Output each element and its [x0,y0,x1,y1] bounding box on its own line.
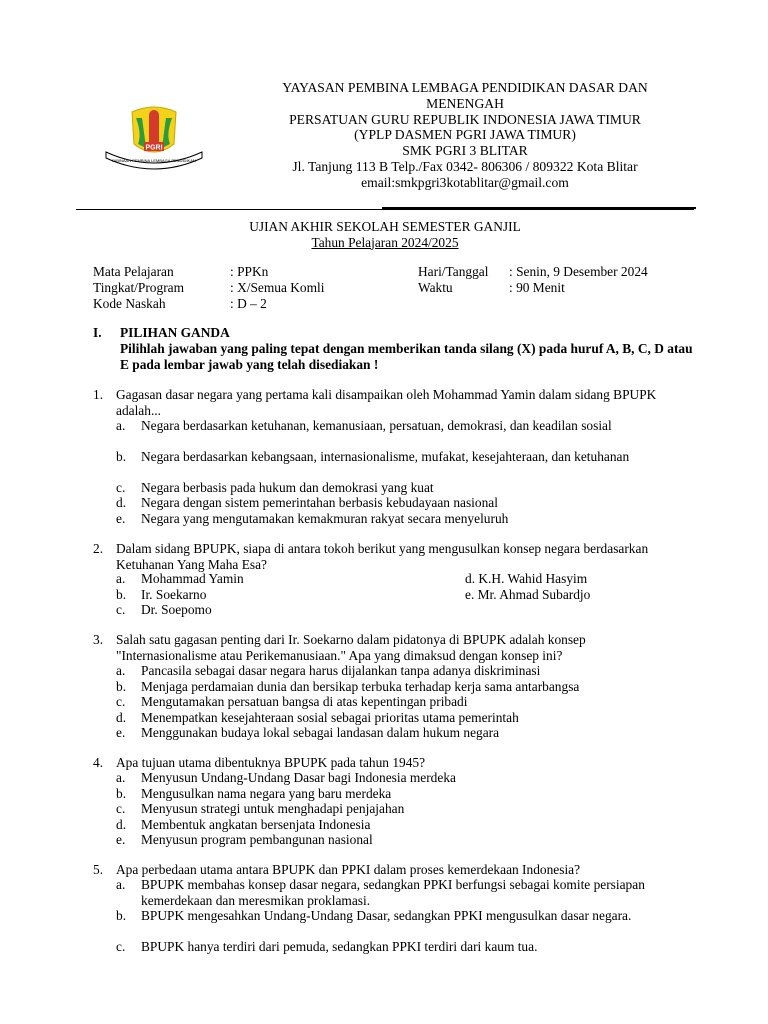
level-label: Tingkat/Program [93,280,185,295]
school-address: Jl. Tanjung 113 B Telp./Fax 0342- 806306 / 809322 Kota Blitar [292,158,638,174]
question-text: Apa perbedaan utama antara BPUPK dan PPKI dalam proses kemerdekaan Indonesia? [116,862,581,877]
header-divider-thin [76,209,694,210]
svg-text:DIBINAAN PEMBINA LEMBAGA PENDI: DIBINAAN PEMBINA LEMBAGA PENDIDIKAN [112,158,196,163]
date-value: : Senin, 9 Desember 2024 [509,264,648,279]
academic-year: Tahun Pelajaran 2024/2025 [311,234,459,250]
school-logo [102,104,206,174]
association-name: PERSATUAN GURU REPUBLIK INDONESIA JAWA TIMUR [289,111,641,127]
subject-label: Mata Pelajaran [93,264,174,279]
section-instruction: Pilihlah jawaban yang paling tepat dengan memberikan tanda silang (X) pada huruf A, B, C, D atau E pada lembar jawab yang telah disediakan ! [120,341,693,372]
question-text: Salah satu gagasan penting dari Ir. Soekarno dalam pidatonya di BPUPK adalah konsep "Internasionalisme atau Perikemanusiaan." Apa yang dimaksud dengan konsep ini? [116,632,586,663]
question-number: 2. [93,541,104,556]
exam-title: UJIAN AKHIR SEKOLAH SEMESTER GANJIL [249,219,521,234]
letterhead [236,80,694,191]
section-number: I. [93,325,102,340]
time-label: Waktu [418,280,453,295]
question-number: 1. [93,387,104,402]
section-heading [93,325,230,341]
association-abbrev: (YPLP DASMEN PGRI JAWA TIMUR) [354,127,576,143]
foundation-name-line2: MENENGAH [426,95,504,111]
pgri-emblem-icon [102,104,206,174]
question-text: Dalam sidang BPUPK, siapa di antara tokoh berikut yang mengusulkan konsep negara berdasarkan Ketuhanan Yang Maha Esa? [116,541,649,572]
foundation-name-line1: YAYASAN PEMBINA LEMBAGA PENDIDIKAN DASAR DAN [282,80,648,95]
option-2d: d. K.H. Wahid Hasyim [465,571,588,586]
question-text: Apa tujuan utama dibentuknya BPUPK pada tahun 1945? [116,755,426,770]
date-label: Hari/Tanggal [418,264,489,279]
question-number: 4. [93,755,104,770]
header-divider-thick [382,207,696,209]
question-number: 3. [93,632,104,647]
level-value: : X/Semua Komli [230,280,325,295]
section-title: PILIHAN GANDA [120,325,230,340]
subject-value: : PPKn [230,264,269,279]
school-name: SMK PGRI 3 BLITAR [402,143,528,159]
svg-text:PGRI: PGRI [145,144,163,152]
code-value: : D – 2 [230,296,267,311]
option-2e: e. Mr. Ahmad Subardjo [465,587,591,602]
exam-title-block [200,219,570,250]
school-email: email:smkpgri3kotablitar@gmail.com [361,174,569,190]
code-label: Kode Naskah [93,296,166,311]
question-text: Gagasan dasar negara yang pertama kali disampaikan oleh Mohammad Yamin dalam sidang BPUPK adalah... [116,387,657,418]
time-value: : 90 Menit [509,280,565,295]
question-number: 5. [93,862,104,877]
